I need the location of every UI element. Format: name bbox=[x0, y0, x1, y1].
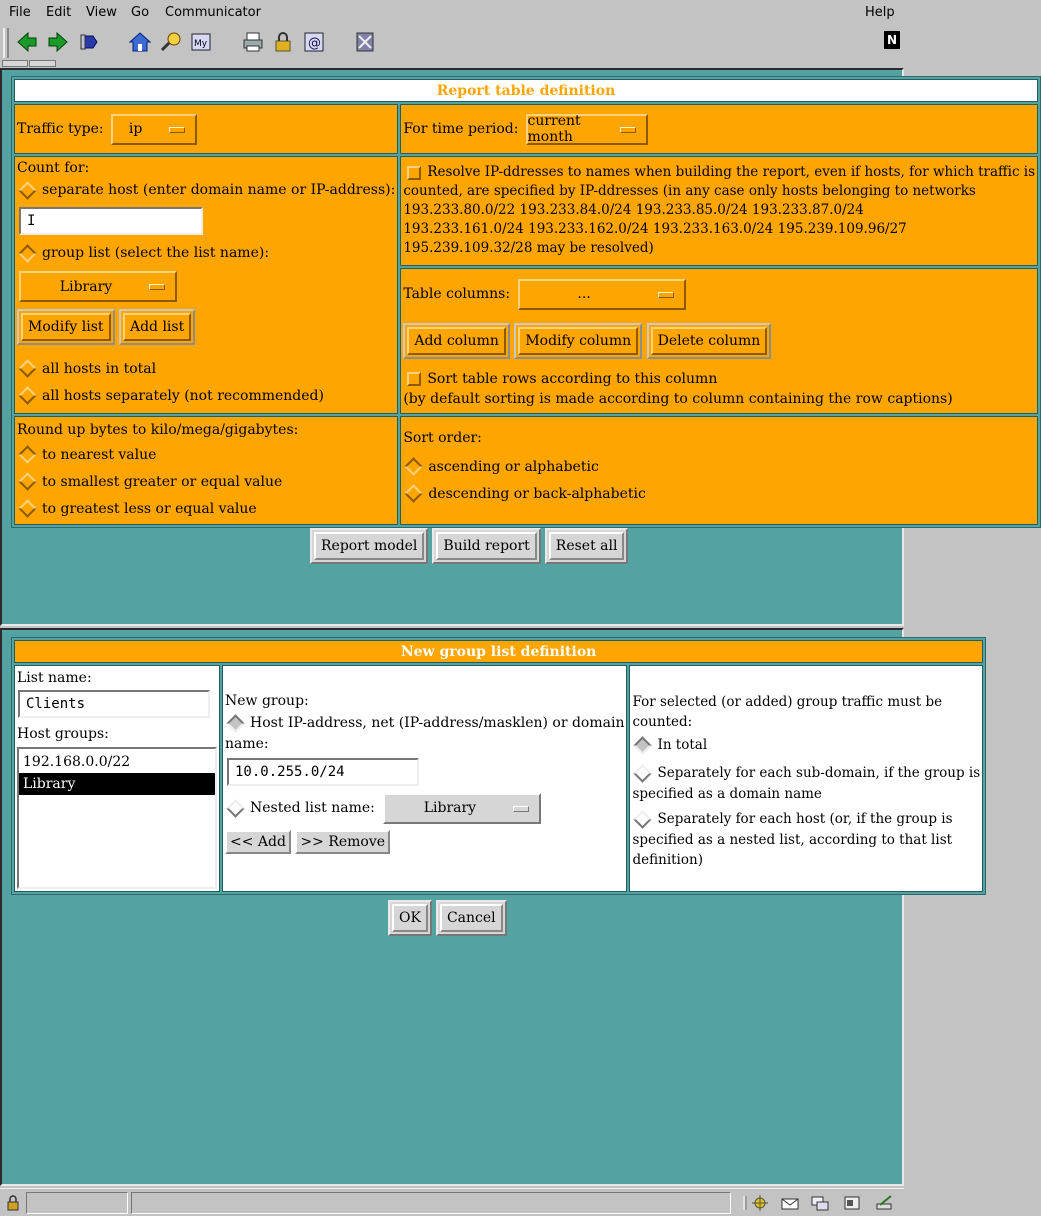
report-model-button[interactable]: Report model bbox=[310, 528, 428, 564]
navigator-icon[interactable] bbox=[750, 1194, 770, 1212]
counted-label-2: counted: bbox=[632, 714, 693, 730]
round-greatest-radio[interactable] bbox=[18, 499, 36, 517]
all-hosts-separately-label: all hosts separately (not recommended) bbox=[42, 387, 324, 404]
add-group-button[interactable]: << Add bbox=[225, 830, 291, 854]
round-smallest-radio[interactable] bbox=[18, 472, 36, 490]
my-netscape-icon[interactable] bbox=[189, 30, 213, 54]
progress-area bbox=[26, 1192, 128, 1214]
new-group-label: New group: bbox=[225, 693, 309, 709]
host-ip-label-2: name: bbox=[225, 736, 269, 752]
group-table bbox=[11, 637, 986, 895]
cancel-button[interactable]: Cancel bbox=[436, 900, 507, 936]
composer-icon[interactable] bbox=[874, 1194, 894, 1212]
resolve-text-2: counted, are specified by IP-ddresses (in any case only hosts belonging to networks bbox=[403, 183, 976, 199]
nested-list-radio[interactable] bbox=[226, 799, 244, 817]
counted-label: For selected (or added) group traffic must be bbox=[632, 694, 943, 710]
host-ip-input[interactable]: 10.0.255.0/24 bbox=[227, 758, 419, 786]
report-table bbox=[11, 76, 1041, 528]
toolbar-tab[interactable] bbox=[2, 60, 28, 67]
table-columns-label: Table columns: bbox=[403, 286, 511, 302]
forward-icon[interactable] bbox=[46, 30, 70, 54]
group-list-radio[interactable] bbox=[18, 244, 36, 262]
host-groups-label: Host groups: bbox=[17, 726, 109, 742]
list-name-label: List name: bbox=[17, 670, 92, 686]
separate-host-radio[interactable] bbox=[18, 181, 36, 199]
stop-icon[interactable] bbox=[353, 30, 377, 54]
host-ip-radio[interactable] bbox=[226, 714, 244, 732]
sep-host-label: Separately for each host (or, if the group is bbox=[657, 811, 953, 827]
back-icon[interactable] bbox=[15, 30, 39, 54]
round-nearest-radio[interactable] bbox=[18, 445, 36, 463]
resolve-text-5: 195.239.109.32/28 may be resolved) bbox=[403, 240, 654, 256]
print-icon[interactable] bbox=[241, 30, 265, 54]
traffic-type-label: Traffic type: bbox=[17, 121, 104, 137]
chevron-down-icon bbox=[658, 292, 674, 298]
add-column-button[interactable]: Add column bbox=[403, 323, 510, 359]
navigation-toolbar bbox=[0, 26, 904, 60]
resolve-text-1: Resolve IP-ddresses to names when building the report, even if hosts, for which traffic is bbox=[427, 164, 1036, 180]
group-list-value: Library bbox=[59, 278, 113, 295]
status-text-area bbox=[131, 1192, 731, 1214]
in-total-radio[interactable] bbox=[634, 736, 652, 754]
sort-ascending-radio[interactable] bbox=[405, 457, 423, 475]
nested-list-value: Library bbox=[423, 800, 477, 816]
status-bar bbox=[0, 1188, 904, 1216]
netscape-logo: N bbox=[884, 31, 900, 49]
sep-subdomain-label: Separately for each sub-domain, if the group is bbox=[657, 765, 981, 781]
menu-view[interactable]: View bbox=[86, 5, 117, 20]
search-icon[interactable] bbox=[159, 30, 183, 54]
chevron-down-icon bbox=[620, 127, 636, 133]
toolbar-grip[interactable] bbox=[3, 28, 9, 58]
lock-icon[interactable] bbox=[3, 1194, 23, 1212]
security-icon[interactable] bbox=[271, 30, 295, 54]
sort-order-label: Sort order: bbox=[403, 430, 482, 446]
modify-column-button[interactable]: Modify column bbox=[514, 323, 642, 359]
reset-all-button[interactable]: Reset all bbox=[545, 528, 629, 564]
list-item[interactable]: Library bbox=[19, 773, 215, 795]
list-item[interactable]: 192.168.0.0/22 bbox=[23, 754, 131, 770]
chevron-down-icon bbox=[149, 284, 165, 290]
sort-descending-radio[interactable] bbox=[405, 484, 423, 502]
address-book-icon[interactable] bbox=[842, 1194, 862, 1212]
count-for-label: Count for: bbox=[17, 160, 90, 176]
table-columns-value: ... bbox=[577, 286, 591, 302]
all-hosts-separately-radio[interactable] bbox=[18, 386, 36, 404]
group-list-select[interactable] bbox=[19, 271, 177, 302]
build-report-button[interactable]: Build report bbox=[432, 528, 540, 564]
sep-host-label-2: specified as a nested list, according to that list bbox=[632, 832, 953, 848]
traffic-type-value: ip bbox=[128, 121, 143, 137]
reload-icon[interactable] bbox=[78, 30, 102, 54]
resolve-text-3: 193.233.80.0/22 193.233.84.0/24 193.233.85.0/24 193.233.87.0/24 bbox=[403, 202, 864, 218]
resolve-checkbox[interactable] bbox=[407, 166, 421, 180]
home-icon[interactable] bbox=[128, 30, 152, 54]
sep-host-label-3: definition) bbox=[632, 852, 703, 868]
svg-text:My: My bbox=[194, 39, 208, 49]
mail-icon[interactable] bbox=[302, 30, 326, 54]
time-period-label: For time period: bbox=[403, 121, 519, 137]
all-hosts-total-label: all hosts in total bbox=[42, 360, 157, 377]
group-list-label: group list (select the list name): bbox=[42, 245, 270, 261]
discussion-icon[interactable] bbox=[810, 1194, 830, 1212]
menu-edit[interactable]: Edit bbox=[46, 5, 72, 20]
sort-rows-checkbox[interactable] bbox=[407, 372, 421, 386]
add-list-button[interactable]: Add list bbox=[119, 309, 195, 345]
sort-descending-label: descending or back-alphabetic bbox=[428, 485, 646, 502]
host-groups-list[interactable] bbox=[17, 747, 217, 889]
sep-subdomain-radio[interactable] bbox=[634, 764, 652, 782]
round-label: Round up bytes to kilo/mega/gigabytes: bbox=[17, 422, 299, 438]
report-title: Report table definition bbox=[14, 79, 1038, 102]
delete-column-button[interactable]: Delete column bbox=[647, 323, 772, 359]
group-title: New group list definition bbox=[14, 640, 983, 663]
group-actions bbox=[388, 900, 507, 936]
resolve-text-4: 193.233.161.0/24 193.233.162.0/24 193.233.163.0/24 195.239.109.96/27 bbox=[403, 221, 907, 237]
report-actions bbox=[310, 528, 628, 564]
menu-file[interactable]: File bbox=[9, 5, 31, 20]
host-ip-label: Host IP-address, net (IP-address/masklen) or domain bbox=[250, 715, 625, 731]
time-period-select[interactable] bbox=[526, 114, 648, 145]
toolbar-tabs bbox=[0, 60, 904, 68]
ok-button[interactable]: OK bbox=[388, 900, 432, 936]
table-columns-select[interactable] bbox=[518, 279, 686, 310]
round-nearest-label: to nearest value bbox=[42, 446, 157, 463]
menu-bar bbox=[0, 0, 904, 26]
list-name-input[interactable]: Clients bbox=[18, 690, 210, 718]
menu-communicator[interactable]: Communicator bbox=[165, 5, 261, 20]
sort-ascending-label: ascending or alphabetic bbox=[428, 458, 599, 475]
sep-host-radio[interactable] bbox=[634, 810, 652, 828]
traffic-type-select[interactable] bbox=[111, 114, 197, 145]
nested-list-label: Nested list name: bbox=[250, 800, 375, 816]
component-bar-icon[interactable] bbox=[736, 1194, 742, 1212]
remove-group-button[interactable]: >> Remove bbox=[295, 830, 390, 854]
menu-go[interactable]: Go bbox=[131, 5, 150, 20]
menu-help[interactable]: Help bbox=[865, 5, 895, 20]
separate-host-input[interactable]: I bbox=[19, 207, 203, 235]
sort-rows-label: Sort table rows according to this column bbox=[427, 371, 718, 387]
nested-list-select[interactable] bbox=[383, 793, 541, 824]
modify-list-button[interactable]: Modify list bbox=[17, 309, 115, 345]
chevron-down-icon bbox=[513, 806, 529, 812]
chevron-down-icon bbox=[169, 127, 185, 133]
report-frame bbox=[0, 68, 1036, 626]
svg-text:@: @ bbox=[308, 36, 321, 51]
sep-subdomain-label-2: specified as a domain name bbox=[632, 786, 822, 802]
toolbar-tab[interactable] bbox=[29, 60, 56, 67]
round-greatest-label: to greatest less or equal value bbox=[42, 500, 257, 517]
separate-host-label: separate host (enter domain name or IP-address): bbox=[42, 182, 396, 198]
time-period-value: current month bbox=[527, 113, 581, 145]
group-frame bbox=[0, 628, 981, 1186]
all-hosts-total-radio[interactable] bbox=[18, 359, 36, 377]
sort-default-note: (by default sorting is made according to column containing the row captions) bbox=[403, 391, 953, 407]
round-smallest-label: to smallest greater or equal value bbox=[42, 473, 283, 490]
in-total-label: In total bbox=[657, 737, 708, 753]
mail-status-icon[interactable] bbox=[780, 1194, 800, 1212]
